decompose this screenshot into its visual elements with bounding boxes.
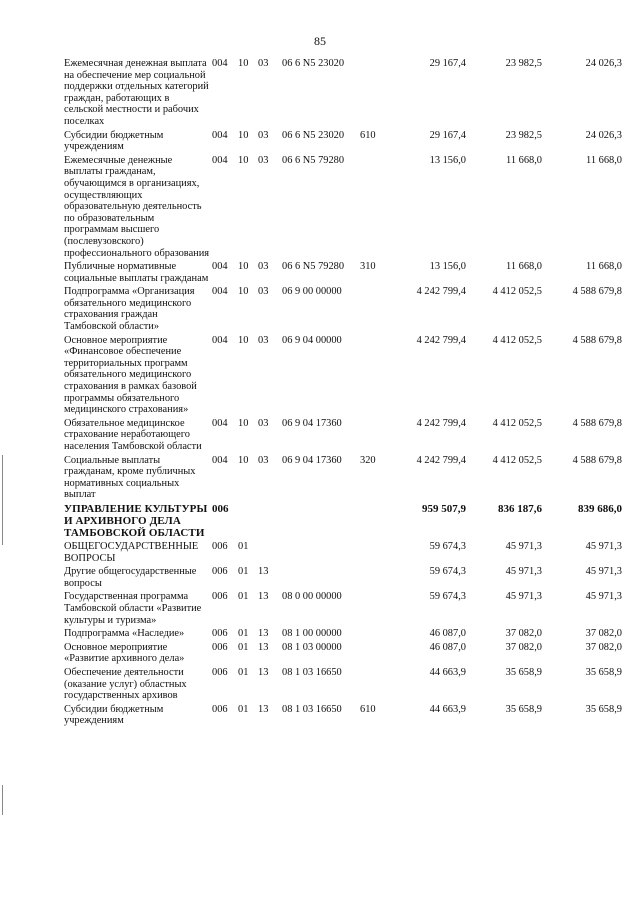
row-department-code: 004 — [212, 58, 228, 69]
row-name: Ежемесячные денежные выплаты гражданам, обучающимся в организациях, осуществляющих образовательную деятельность по образовательным программам высшего (послевузовского) профессионального образования — [64, 154, 210, 259]
row-subsection-code: 03 — [258, 417, 269, 429]
row-subsection-code: 03 — [258, 129, 269, 141]
row-name: ОБЩЕГОСУДАРСТВЕННЫЕ ВОПРОСЫ — [64, 540, 199, 564]
row-amount-year-3: 11 668,0 — [586, 154, 622, 166]
row-target-article-code: 06 6 N5 79280 — [282, 261, 345, 273]
row-section-code: 10 — [238, 129, 249, 141]
table-row — [64, 704, 622, 729]
row-section-code: 10 — [238, 417, 249, 429]
row-amount-year-3: 4 588 679,8 — [572, 454, 622, 466]
budget-table-body — [64, 58, 622, 729]
row-expense-type-code — [360, 628, 388, 642]
row-expense-type-code — [360, 591, 388, 628]
row-target-article-code: 06 6 N5 23020 — [282, 129, 345, 141]
row-amount-year-1: 46 087,0 — [429, 641, 466, 653]
table-row — [64, 261, 622, 286]
row-subsection-code — [258, 503, 282, 541]
page-number: 85 — [314, 34, 326, 48]
row-target-article-code: 08 1 00 00000 — [282, 628, 342, 640]
row-amount-year-3: 45 971,3 — [585, 540, 622, 552]
row-department-code: 004 — [212, 129, 228, 141]
row-name: Публичные нормативные социальные выплаты гражданам — [64, 261, 209, 284]
row-target-article-code: 06 9 04 00000 — [282, 334, 342, 346]
row-amount-year-3: 35 658,9 — [585, 666, 622, 678]
row-section-code: 01 — [238, 566, 249, 578]
row-section-code: 10 — [238, 334, 249, 346]
row-department-code: 006 — [212, 666, 228, 678]
row-amount-year-1: 59 674,3 — [429, 591, 466, 603]
row-expense-type-code — [360, 286, 388, 334]
row-amount-year-1: 59 674,3 — [429, 566, 466, 578]
row-name: УПРАВЛЕНИЕ КУЛЬТУРЫ И АРХИВНОГО ДЕЛА ТАМБОВСКОЙ ОБЛАСТИ — [64, 502, 208, 539]
row-subsection-code: 03 — [258, 454, 269, 466]
row-amount-year-1: 13 156,0 — [429, 261, 466, 273]
row-subsection-code: 13 — [258, 703, 269, 715]
row-amount-year-3: 45 971,3 — [585, 591, 622, 603]
row-amount-year-1: 4 242 799,4 — [416, 334, 466, 346]
row-section-code: 01 — [238, 666, 249, 678]
row-target-article-code: 06 9 00 00000 — [282, 286, 342, 298]
row-amount-year-2: 35 658,9 — [505, 703, 542, 715]
row-expense-type-code — [360, 566, 388, 591]
row-section-code: 10 — [238, 58, 249, 69]
table-row — [64, 58, 622, 130]
row-amount-year-2: 11 668,0 — [506, 154, 542, 166]
row-department-code: 004 — [212, 417, 228, 429]
row-amount-year-2: 37 082,0 — [505, 641, 542, 653]
row-amount-year-1: 4 242 799,4 — [416, 286, 466, 298]
row-amount-year-3: 45 971,3 — [585, 566, 622, 578]
row-name: Обеспечение деятельности (оказание услуг) областных государственных архивов — [64, 666, 187, 702]
row-subsection-code: 13 — [258, 666, 269, 678]
row-amount-year-2: 4 412 052,5 — [492, 454, 542, 466]
row-amount-year-1: 29 167,4 — [429, 58, 466, 69]
row-name: Субсидии бюджетным учреждениям — [64, 703, 164, 727]
row-amount-year-1: 959 507,9 — [422, 502, 466, 515]
row-section-code: 10 — [238, 154, 249, 166]
row-amount-year-3: 37 082,0 — [585, 628, 622, 640]
row-amount-year-3: 4 588 679,8 — [572, 417, 622, 429]
row-subsection-code: 13 — [258, 628, 269, 640]
row-amount-year-2: 11 668,0 — [506, 261, 542, 273]
row-subsection-code — [258, 541, 282, 566]
row-amount-year-2: 35 658,9 — [505, 666, 542, 678]
row-target-article-code: 08 1 03 16650 — [282, 666, 342, 678]
row-section-code — [238, 503, 258, 541]
row-expense-type-code: 310 — [360, 261, 376, 273]
row-target-article-code: 06 6 N5 79280 — [282, 154, 345, 166]
row-department-code: 006 — [212, 628, 228, 640]
row-amount-year-1: 44 663,9 — [429, 703, 466, 715]
row-department-code: 006 — [212, 703, 228, 715]
table-row — [64, 418, 622, 455]
row-target-article-code — [282, 566, 360, 591]
row-amount-year-2: 4 412 052,5 — [492, 334, 542, 346]
row-amount-year-1: 13 156,0 — [429, 154, 466, 166]
row-expense-type-code — [360, 642, 388, 667]
row-amount-year-1: 29 167,4 — [429, 129, 466, 141]
row-target-article-code: 08 0 00 00000 — [282, 591, 342, 603]
row-amount-year-1: 4 242 799,4 — [416, 454, 466, 466]
row-amount-year-2: 23 982,5 — [505, 129, 542, 141]
scan-edge-mark — [2, 455, 3, 545]
row-expense-type-code — [360, 418, 388, 455]
row-subsection-code: 03 — [258, 154, 269, 166]
row-amount-year-2: 836 187,6 — [498, 502, 542, 515]
row-subsection-code: 03 — [258, 286, 269, 298]
row-target-article-code — [282, 541, 360, 566]
table-row — [64, 503, 622, 541]
row-amount-year-3: 4 588 679,8 — [572, 334, 622, 346]
row-expense-type-code: 610 — [360, 703, 376, 715]
row-expense-type-code — [360, 541, 388, 566]
row-name: Государственная программа Тамбовской области «Развитие культуры и туризма» — [64, 591, 202, 626]
table-row — [64, 130, 622, 155]
row-name: Другие общегосударственные вопросы — [64, 566, 197, 589]
row-department-code: 006 — [212, 502, 229, 515]
row-expense-type-code: 320 — [360, 454, 376, 466]
table-row — [64, 155, 622, 261]
table-row — [64, 286, 622, 334]
row-amount-year-2: 45 971,3 — [505, 540, 542, 552]
row-department-code: 004 — [212, 334, 228, 346]
row-amount-year-1: 44 663,9 — [429, 666, 466, 678]
table-row — [64, 455, 622, 503]
row-department-code: 006 — [212, 641, 228, 653]
table-row — [64, 667, 622, 704]
row-expense-type-code — [360, 335, 388, 418]
row-amount-year-3: 37 082,0 — [585, 641, 622, 653]
row-subsection-code: 13 — [258, 566, 269, 578]
row-name: Подпрограмма «Наследие» — [64, 628, 185, 640]
row-name: Ежемесячная денежная выплата на обеспечение мер социальной поддержки отдельных категорий граждан, работающих в сельской местности и рабочих поселках — [64, 58, 209, 127]
table-row — [64, 335, 622, 418]
row-section-code: 10 — [238, 261, 249, 273]
row-amount-year-3: 4 588 679,8 — [572, 286, 622, 298]
row-amount-year-3: 839 686,0 — [578, 502, 622, 515]
row-name: Субсидии бюджетным учреждениям — [64, 129, 164, 153]
table-row — [64, 628, 622, 642]
budget-table-container — [64, 58, 620, 729]
row-amount-year-2: 23 982,5 — [505, 58, 542, 69]
row-department-code: 006 — [212, 591, 228, 603]
budget-table — [64, 58, 622, 729]
row-section-code: 10 — [238, 454, 249, 466]
scan-edge-mark — [2, 785, 3, 815]
row-target-article-code: 06 6 N5 23020 — [282, 58, 345, 69]
row-department-code: 004 — [212, 154, 228, 166]
row-department-code: 004 — [212, 261, 228, 273]
row-section-code: 01 — [238, 628, 249, 640]
row-department-code: 004 — [212, 454, 228, 466]
row-section-code: 01 — [238, 641, 249, 653]
row-expense-type-code — [360, 667, 388, 704]
row-target-article-code: 06 9 04 17360 — [282, 417, 342, 429]
table-row — [64, 566, 622, 591]
row-amount-year-1: 59 674,3 — [429, 540, 466, 552]
row-amount-year-1: 46 087,0 — [429, 628, 466, 640]
row-name: Обязательное медицинское страхование неработающего населения Тамбовской области — [64, 417, 202, 452]
row-amount-year-2: 4 412 052,5 — [492, 417, 542, 429]
row-name: Основное мероприятие «Финансовое обеспечение территориальных программ обязательного медицинского страхования в рамках базовой программы обязательного медицинского страхования» — [64, 334, 197, 416]
row-department-code: 004 — [212, 286, 228, 298]
row-name: Подпрограмма «Организация обязательного медицинского страхования граждан Тамбовской области» — [64, 286, 195, 333]
table-row — [64, 541, 622, 566]
row-department-code: 006 — [212, 540, 228, 552]
table-row — [64, 642, 622, 667]
row-amount-year-2: 45 971,3 — [505, 566, 542, 578]
row-amount-year-3: 24 026,3 — [585, 58, 622, 69]
row-subsection-code: 13 — [258, 591, 269, 603]
row-amount-year-2: 45 971,3 — [505, 591, 542, 603]
row-expense-type-code: 610 — [360, 129, 376, 141]
row-target-article-code — [282, 503, 360, 541]
row-name: Основное мероприятие «Развитие архивного дела» — [64, 641, 185, 665]
row-target-article-code: 08 1 03 00000 — [282, 641, 342, 653]
row-department-code: 006 — [212, 566, 228, 578]
row-amount-year-1: 4 242 799,4 — [416, 417, 466, 429]
row-subsection-code: 03 — [258, 58, 269, 69]
row-expense-type-code — [360, 155, 388, 261]
table-row — [64, 591, 622, 628]
row-section-code: 01 — [238, 591, 249, 603]
row-expense-type-code — [360, 503, 388, 541]
row-section-code: 01 — [238, 540, 249, 552]
row-section-code: 01 — [238, 703, 249, 715]
row-subsection-code: 03 — [258, 261, 269, 273]
row-amount-year-3: 11 668,0 — [586, 261, 622, 273]
row-subsection-code: 03 — [258, 334, 269, 346]
row-amount-year-3: 35 658,9 — [585, 703, 622, 715]
row-amount-year-3: 24 026,3 — [585, 129, 622, 141]
row-target-article-code: 06 9 04 17360 — [282, 454, 342, 466]
row-amount-year-2: 37 082,0 — [505, 628, 542, 640]
row-subsection-code: 13 — [258, 641, 269, 653]
row-section-code: 10 — [238, 286, 249, 298]
row-expense-type-code — [360, 58, 388, 130]
row-name: Социальные выплаты гражданам, кроме публичных нормативных социальных выплат — [64, 454, 196, 501]
row-amount-year-2: 4 412 052,5 — [492, 286, 542, 298]
row-target-article-code: 08 1 03 16650 — [282, 703, 342, 715]
